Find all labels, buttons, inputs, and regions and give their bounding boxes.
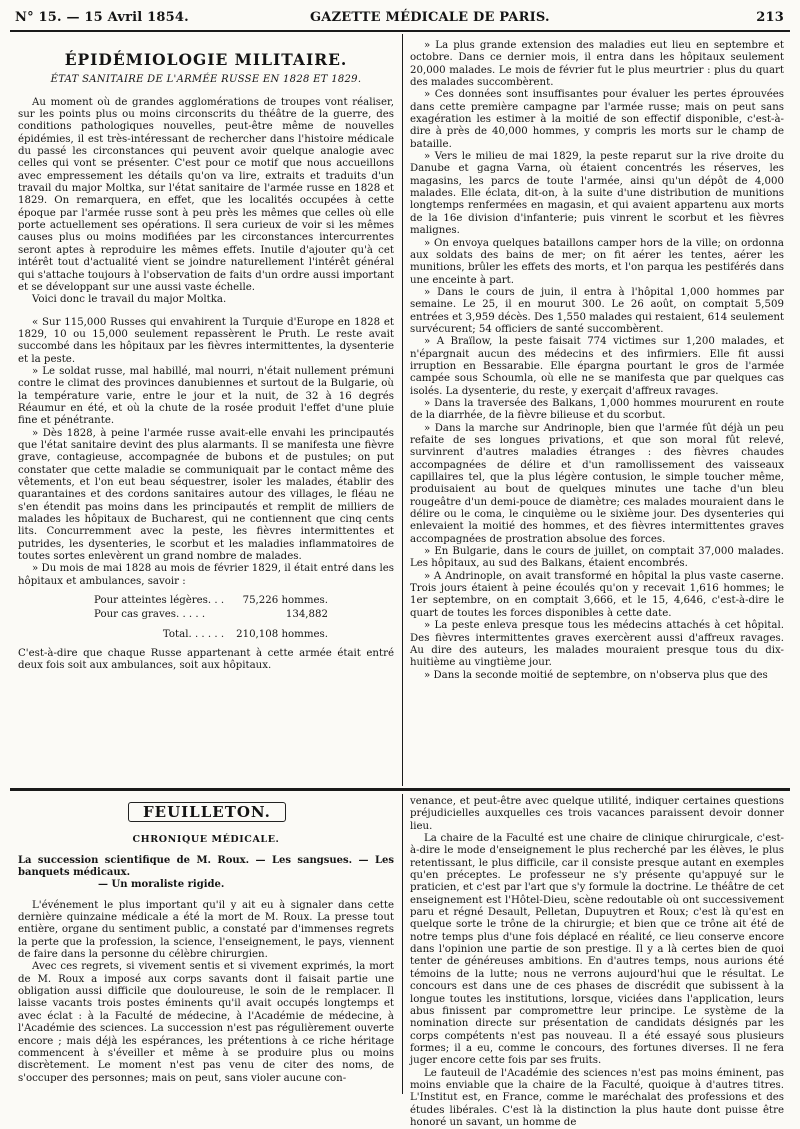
- column-divider-top: [402, 34, 403, 786]
- page-number: 213: [756, 10, 784, 25]
- article-paragraph: » A Andrinople, on avait transformé en hôpital la plus vaste caserne. Trois jours étaient à peine écoulés qu'on y recevait 1,616 hommes; le 1er septembre, on en comptait 3,666, et le 15, 4,646, c'est-à-dire le quart de toutes les forces disponibles à cette date.: [410, 570, 784, 619]
- feuilleton-left-column: [18, 796, 394, 1094]
- article-paragraph: » Du mois de mai 1828 au mois de février 1829, il était entré dans les hôpitaux et ambulances, savoir :: [18, 563, 394, 587]
- stat-value: 134,882: [285, 609, 328, 621]
- issue-number: N° 15. — 15 Avril 1854.: [15, 10, 189, 25]
- stat-value: 75,226 hommes.: [242, 595, 328, 607]
- summary-line-2: — Un moraliste rigide.: [98, 879, 225, 891]
- article-paragraph: » Ces données sont insuffisantes pour évaluer les pertes éprouvées dans cette première campagne par l'armée russe; mais on peut sans exagération les estimer à la moitié de son effectif disponible, c'est-à-dire à près de 40,000 hommes, y compris les morts sur le champ de bataille.: [410, 89, 784, 150]
- article-right-column: [410, 40, 784, 786]
- header-rule: [10, 30, 790, 32]
- feuilleton-paragraph: Avec ces regrets, si vivement sentis et si vivement exprimés, la mort de M. Roux a imposé aux corps savants dont il faisait partie une obligation aussi difficile que douloureuse, le soin de le remplacer. Il laisse vacants trois postes éminents qu'il avait occupés longtemps et avec éclat : à la Faculté de médecine, à l'Académie de médecine, à l'Académie des sciences. La succession n'est pas régulièrement ouverte encore ; mais déjà les espérances, les prétentions à ce riche héritage commencent à s'éveiller et même à se produire plus ou moins discrètement. Le moment n'est pas venu de citer des noms, de s'occuper des personnes; mais on peut, sans violer aucune con-: [18, 961, 394, 1084]
- stat-label: Pour atteintes légères. . .: [94, 595, 225, 607]
- article-paragraph: » Dans la traversée des Balkans, 1,000 hommes moururent en route de la diarrhée, de la fièvre bilieuse et du scorbut.: [410, 397, 784, 422]
- column-divider-bottom: [402, 794, 403, 1094]
- article-paragraph: » Dans le cours de juin, il entra à l'hôpital 1,000 hommes par semaine. Le 25, il en mourut 300. Le 26 août, on comptait 5,509 entrées et 3,959 décès. Des 1,550 malades qui restaient, 614 seulement survécurent; 54 officiers de santé succombèrent.: [410, 286, 784, 335]
- feuilleton-paragraph: venance, et peut-être avec quelque utilité, indiquer certaines questions préjudicielles auxquelles ces trois vacances paraissent devoir donner lieu.: [410, 796, 784, 832]
- table-row: [88, 594, 334, 608]
- article-paragraph: » A Braïlow, la peste faisait 774 victimes sur 1,200 malades, et n'épargnait aucun des médecins et des infirmiers. Elle fit aussi irruption en Bessarabie. Elle épargna pourtant le gros de l'armée campée sous Schoumla, où elle ne se manifesta que par quelques cas isolés. La dysenterie, du reste, y exerçait d'affreux ravages.: [410, 336, 784, 397]
- stat-value: 210,108 hommes.: [236, 628, 328, 640]
- article-paragraph: » Dès 1828, à peine l'armée russe avait-elle envahi les principautés que l'état sanitaire devint des plus alarmants. Il se manifesta une fièvre grave, contagieuse, accompagnée de bubons et de pustules; on put constater que cette maladie se communiquait par le contact même des vêtements, et l'on eut beau séquestrer, isoler les malades, établir des quarantaines et des cordons sanitaires autour des villages, le fléau ne s'en étendit pas moins dans les principautés et remplit de milliers de malades les hôpitaux de Bucharest, qui ne contiennent que cinq cents lits. Concurremment avec la peste, les fièvres intermittentes et putrides, les dysenteries, le scorbut et les maladies inflammatoires de toutes sortes enlevèrent un grand nombre de malades.: [18, 427, 394, 563]
- newspaper-title: GAZETTE MÉDICALE DE PARIS.: [310, 10, 550, 25]
- article-paragraph: » On envoya quelques bataillons camper hors de la ville; on ordonna aux soldats des bains de mer; on fit aérer les tentes, aérer les munitions, brûler les effets des morts, et l'on parqua les pestiférés dans une enceinte à part.: [410, 237, 784, 286]
- section-title: ÉPIDÉMIOLOGIE MILITAIRE.: [64, 50, 348, 69]
- intro-paragraph-2: Voici donc le travail du major Moltka.: [32, 294, 227, 306]
- feuilleton-paragraph: Le fauteuil de l'Académie des sciences n'est pas moins éminent, pas moins enviable que la chaire de la Faculté, quoique à d'autres titres. L'Institut est, en France, comme le maréchalat des professions et des études libérales. C'est là la distinction la plus haute dont puisse être honoré un savant, un homme de: [410, 1067, 784, 1128]
- stat-label: Total. . . . . .: [162, 628, 225, 640]
- chronique-heading: CHRONIQUE MÉDICALE.: [132, 834, 280, 846]
- article-paragraph: » Dans la marche sur Andrinople, bien que l'armée fût déjà un peu refaite de ses longues privations, et que son moral fût relevé, survinrent d'autres maladies étranges : des fièvres chaudes accompagnées de délire et d'un ramollissement des vaisseaux capillaires tel, que la plus légère contusion, le simple toucher même, produisaient au bout de quelques minutes une tache d'un bleu rougeâtre d'un demi-pouce de diamètre; ces malades mouraient dans le délire ou le coma, le cinquième ou le sixième jour. Des dysenteries qui enlevaient la moitié des hommes, et des fièvres intermittentes graves accompagnées de prostration absolue des forces.: [410, 422, 784, 545]
- intro-paragraph: Au moment où de grandes agglomérations de troupes vont réaliser, sur les points plus ou moins circonscrits du théâtre de la guerre, des conditions pathologiques nouvelles, peut-être même de nouvelles épidémies, il est très-intéressant de rechercher dans l'histoire médicale du passé les circonstances qui peuvent avoir quelque analogie avec celles qui vont se présenter. C'est pour ce motif que nous accueillons avec empressement les détails qu'on va lire, extraits et traduits d'un travail du major Moltka, sur l'état sanitaire de l'armée russe en 1828 et 1829. On remarquera, en effet, que les localités occupées à cette époque par l'armée russe sont à peu près les mêmes que celles où elle porte actuellement ses opérations. Il sera curieux de voir si les mêmes causes plus ou moins modifiées par les circonstances intercurrentes seront aptes à reproduire les mêmes effets. Inutile d'ajouter qu'à cet intérêt tout d'actualité vient se joindre naturellement l'intérêt général qui s'attache toujours à l'observation de faits d'un ordre aussi important et se développant sur une aussi vaste échelle.: [18, 96, 394, 293]
- admissions-table: [88, 594, 334, 642]
- article-paragraph: » Dans la seconde moitié de septembre, on n'observa plus que des: [424, 669, 768, 681]
- summary-line-1: La succession scientifique de M. Roux. — Les sangsues. — Les banquets médicaux.: [18, 854, 394, 879]
- chronique-summary: [18, 855, 394, 892]
- article-subtitle: ÉTAT SANITAIRE DE L'ARMÉE RUSSE EN 1828 ET 1829.: [50, 74, 362, 86]
- article-paragraph: » Le soldat russe, mal habillé, mal nourri, n'était nullement prémuni contre le climat des provinces danubiennes et surtout de la Bulgarie, où la température varie, entre le jour et la nuit, de 32 à 16 degrés Réaumur en été, et où la chute de la rosée produit l'effet d'une pluie fine et pénétrante.: [18, 365, 394, 427]
- feuilleton-rule: [10, 788, 790, 791]
- article-paragraph: » En Bulgarie, dans le cours de juillet, on comptait 37,000 malades. Les hôpitaux, au sud des Balkans, étaient encombrés.: [410, 546, 784, 570]
- feuilleton-paragraph: La chaire de la Faculté est une chaire de clinique chirurgicale, c'est-à-dire le mode d'enseignement le plus recherché par les élèves, le plus retentissant, le plus difficile, car il consiste presque autant en exemples qu'en préceptes. Le professeur ne s'y présente qu'appuyé sur le praticien, et c'est par l'art que s'y formule la doctrine. Le théâtre de cet enseignement est l'Hôtel-Dieu, scène redoutable où ont successivement paru et régné Desault, Pelletan, Dupuytren et Roux; c'est là qu'est en quelque sorte le trône de la chirurgie; et bien que ce trône ait été de notre temps plus d'une fois déplacé en réalité, ce lieu conserve encore dans l'opinion une partie de son prestige. Il y a là certes bien de quoi tenter de généreuses ambitions. En d'autres temps, nous aurions été témoins de la lutte; nous ne verrons aujourd'hui que le résultat. Le concours est dans une de ces phases de discrédit que subissent à la longue toutes les institutions, lorsque, viciées dans l'application, leurs abus finissent par compromettre leur principe. Le système de la nomination directe sur présentation de candidats désignés par les corps compétents n'est pas nouveau. Il a été essayé sous plusieurs formes; il a eu, comme le concours, des fortunes diverses. Il ne fera juger encore cette fois par ses fruits.: [410, 833, 784, 1067]
- table-row: [88, 608, 334, 622]
- table-row-total: [88, 623, 334, 642]
- article-paragraph: » La peste enleva presque tous les médecins attachés à cet hôpital. Des fièvres intermittentes graves exercèrent aussi d'affreux ravages. Au dire des auteurs, les malades mouraient presque tous du dix-huitième au vingtième jour.: [410, 620, 784, 669]
- feuilleton-title: FEUILLETON.: [128, 802, 286, 822]
- article-paragraph: » Vers le milieu de mai 1829, la peste reparut sur la rive droite du Danube et gagna Varna, où étaient concentrés les réserves, les magasins, les parcs de toute l'armée, ainsi qu'un dépôt de 4,000 malades. Elle éclata, dit-on, à la suite d'une distribution de munitions longtemps renfermées en magasin, et qui avaient appartenu aux morts de la 16e division d'infanterie; puis vinrent le scorbut et les fièvres malignes.: [410, 151, 784, 237]
- stat-label: Pour cas graves. . . . .: [94, 609, 206, 621]
- page-header: [10, 8, 790, 30]
- article-left-column: [18, 36, 394, 786]
- feuilleton-right-column: [410, 796, 784, 1128]
- article-paragraph: C'est-à-dire que chaque Russe appartenant à cette armée était entré deux fois soit aux ambulances, soit aux hôpitaux.: [18, 648, 394, 672]
- article-paragraph: « Sur 115,000 Russes qui envahirent la Turquie d'Europe en 1828 et 1829, 10 ou 15,000 seulement repassèrent le Pruth. Le reste avait succombé dans les hôpitaux par les fièvres intermittentes, la dysenterie et la peste.: [18, 316, 394, 365]
- article-paragraph: » La plus grande extension des maladies eut lieu en septembre et octobre. Dans ce dernier mois, il entra dans les hôpitaux seulement 20,000 malades. Le mois de février fut le plus meurtrier : plus du quart des malades succombèrent.: [410, 40, 784, 89]
- feuilleton-paragraph: L'événement le plus important qu'il y ait eu à signaler dans cette dernière quinzaine médicale a été la mort de M. Roux. La presse tout entière, organe du sentiment public, a constaté par d'immenses regrets la perte que la profession, la science, l'enseignement, le pays, viennent de faire dans la personne du célèbre chirurgien.: [18, 899, 394, 961]
